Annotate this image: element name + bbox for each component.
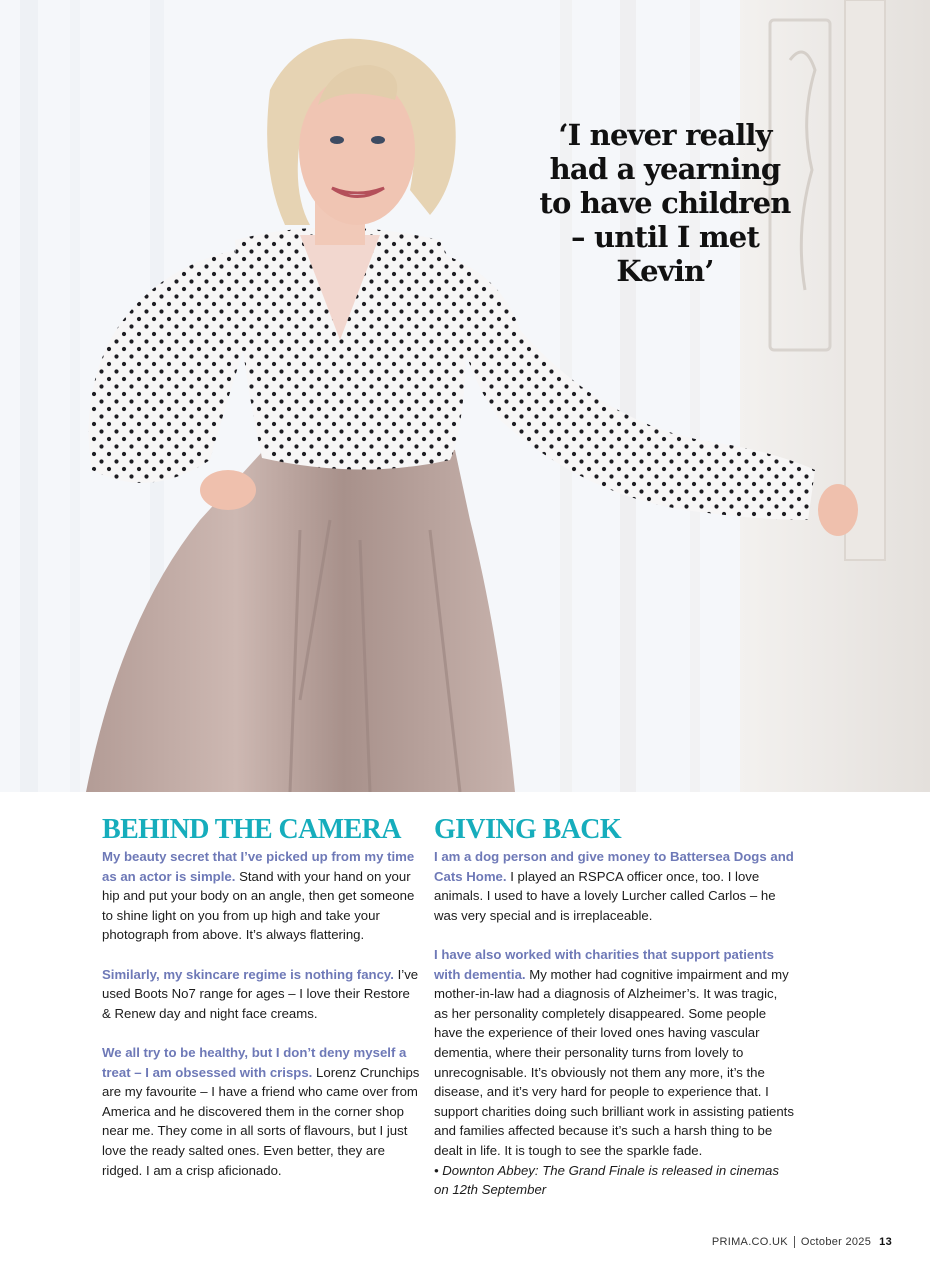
- section-heading: BEHIND THE CAMERA: [102, 814, 401, 845]
- page-footer: [712, 1236, 892, 1248]
- article-paragraph: [434, 847, 794, 925]
- giving-back-column: [434, 813, 794, 1200]
- section-heading: GIVING BACK: [434, 814, 622, 845]
- paragraph-body: Lorenz Crunchips are my favourite – I have a friend who came over from America and he discovered them in the corner shop near me. They come in all sorts of flavours, but I just love the ready salted ones. Even better, they are ridged. I am a crisp aficionado.: [102, 1064, 420, 1178]
- pull-quote: ‘I never really had a yearning to have children – until I met Kevin’: [539, 118, 791, 288]
- article-paragraph: [102, 1043, 420, 1180]
- behind-the-camera-column: [102, 813, 420, 1180]
- article-paragraph: [102, 965, 420, 1024]
- article-paragraph: [102, 847, 420, 945]
- paragraph-body: My mother had cognitive impairment and my mother-in-law had a diagnosis of Alzheimer’s. It was tragic, as her personality completely disappeared. Some people have the experience of their loved ones having vascular dementia, where their personality turns from lovely to unrecognisable. It’s obviously not them any more, it’s the disease, and it’s very hard for people to experience that. I support charities doing such brilliant work in assisting patients and families affected because it’s such a harsh thing to be dealt in life. It is tough to see the sparkle fade.: [434, 966, 794, 1158]
- paragraph-body: I’ve used Boots No7 range for ages – I love their Restore & Renew day and night face creams.: [102, 966, 419, 1021]
- lead-in: I have also worked with charities that support patients with dementia.: [434, 946, 775, 982]
- lead-in: My beauty secret that I’ve picked up from my time as an actor is simple.: [102, 849, 415, 884]
- paragraph-body: Stand with your hand on your hip and put your body on an angle, then get someone to shine light on you from up high and take your photograph from above. It’s always flattering.: [102, 868, 415, 943]
- release-caption: • Downton Abbey: The Grand Finale is released in cinemas on 12th September: [434, 1162, 779, 1198]
- lead-in: I am a dog person and give money to Battersea Dogs and Cats Home.: [434, 849, 794, 884]
- site-name: PRIMA.CO.UK: [711, 1236, 788, 1248]
- article-paragraph: [434, 945, 794, 1161]
- page-number: 13: [879, 1236, 892, 1248]
- issue-date: October 2025: [800, 1236, 872, 1248]
- right-hand: [818, 484, 858, 536]
- paragraph-body: I played an RSPCA officer once, too. I love animals. I used to have a lovely Lurcher called Carlos – he was very special and is irreplaceable.: [434, 868, 776, 923]
- footer-divider: [794, 1236, 795, 1248]
- face: [299, 75, 415, 225]
- left-hand: [200, 470, 256, 510]
- lead-in: We all try to be healthy, but I don’t deny myself a treat – I am obsessed with crisps.: [102, 1044, 407, 1080]
- lead-in: Similarly, my skincare regime is nothing fancy.: [102, 966, 394, 982]
